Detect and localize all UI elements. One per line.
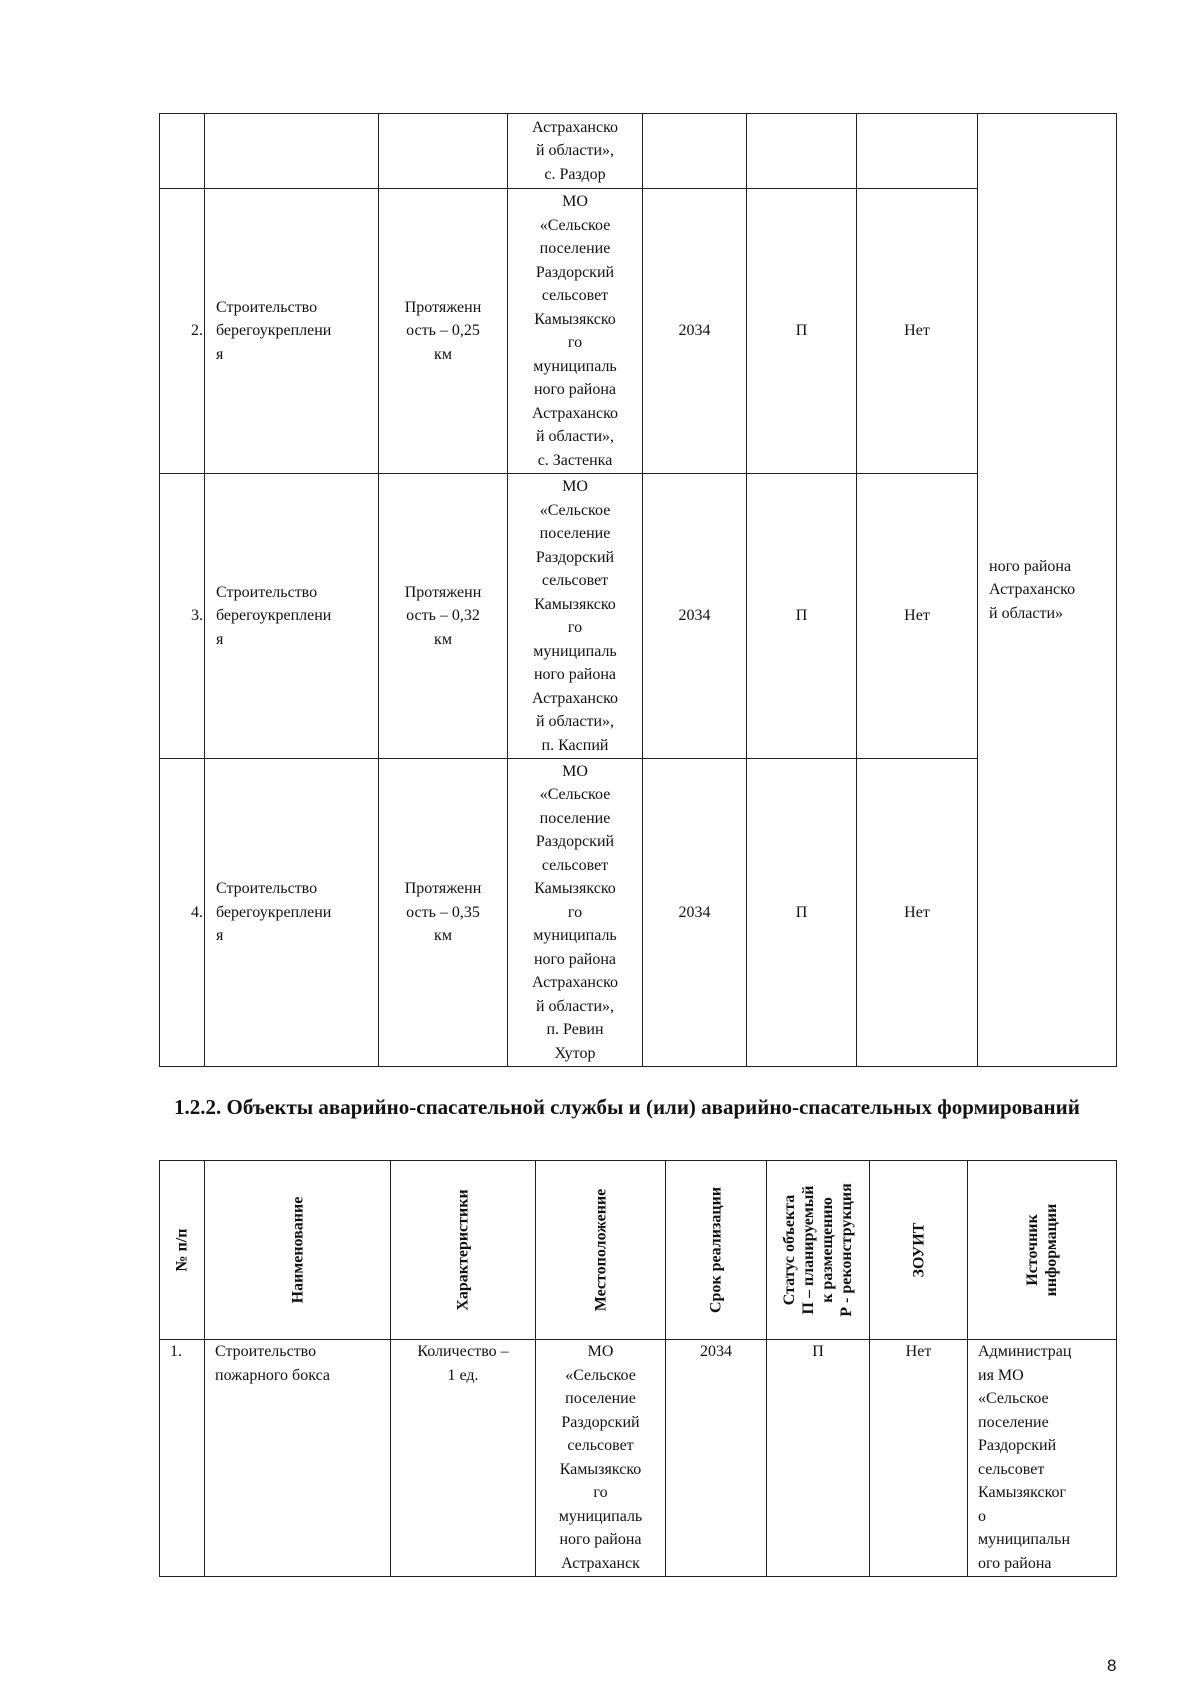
status-cell: П bbox=[747, 189, 857, 474]
status-cell: П bbox=[747, 474, 857, 759]
infrastructure-table-continued bbox=[159, 113, 1117, 1067]
header-status: Статус объекта П – планируемый к размещению Р - реконструкция bbox=[767, 1161, 870, 1340]
row-number: 1. bbox=[160, 1340, 205, 1577]
name-cell: Строительство берегоукреплени я bbox=[205, 759, 379, 1067]
status-cell: П bbox=[767, 1340, 870, 1577]
table-row bbox=[160, 114, 1117, 189]
zouit-cell: Нет bbox=[870, 1340, 968, 1577]
rescue-objects-table bbox=[159, 1160, 1117, 1577]
source-cell-merged: ного района Астраханско й области» bbox=[978, 114, 1117, 1067]
name-cell: Строительство берегоукреплени я bbox=[205, 474, 379, 759]
location-cell: МО «Сельское поселение Раздорский сельсовет Камызякско го муниципаль ного района Астраханск bbox=[536, 1340, 666, 1577]
header-name: Наименование bbox=[205, 1161, 391, 1340]
header-num: № п/п bbox=[160, 1161, 205, 1340]
term-cell: 2034 bbox=[643, 189, 747, 474]
header-source: Источник информации bbox=[968, 1161, 1117, 1340]
header-zouit: ЗОУИТ bbox=[870, 1161, 968, 1340]
source-cell: Администрац ия МО «Сельское поселение Раздорский сельсовет Камызякског о муниципальн ого района bbox=[968, 1340, 1117, 1577]
term-cell: 2034 bbox=[666, 1340, 767, 1577]
row-number: 2. bbox=[160, 189, 205, 474]
table-row bbox=[160, 1340, 1117, 1577]
characteristics-cell: Протяженн ость – 0,25 км bbox=[379, 189, 508, 474]
location-cell: МО «Сельское поселение Раздорский сельсовет Камызякско го муниципаль ного района Астраханско й области», п. Каспий bbox=[508, 474, 643, 759]
characteristics-cell: Протяженн ость – 0,35 км bbox=[379, 759, 508, 1067]
location-cell: МО «Сельское поселение Раздорский сельсовет Камызякско го муниципаль ного района Астраханско й области», п. Ревин Хутор bbox=[508, 759, 643, 1067]
header-location: Местоположение bbox=[536, 1161, 666, 1340]
row-number: 3. bbox=[160, 474, 205, 759]
name-cell: Строительство пожарного бокса bbox=[205, 1340, 391, 1577]
table-row bbox=[160, 474, 1117, 759]
table-header-row bbox=[160, 1161, 1117, 1340]
page-number: 8 bbox=[1107, 1656, 1117, 1675]
zouit-cell: Нет bbox=[857, 189, 978, 474]
table-row bbox=[160, 189, 1117, 474]
characteristics-cell: Количество – 1 ед. bbox=[391, 1340, 536, 1577]
status-cell: П bbox=[747, 759, 857, 1067]
term-cell: 2034 bbox=[643, 474, 747, 759]
header-characteristics: Характеристики bbox=[391, 1161, 536, 1340]
name-cell: Строительство берегоукреплени я bbox=[205, 189, 379, 474]
table-row bbox=[160, 759, 1117, 1067]
location-cell: МО «Сельское поселение Раздорский сельсовет Камызякско го муниципаль ного района Астраханско й области», с. Застенка bbox=[508, 189, 643, 474]
zouit-cell: Нет bbox=[857, 759, 978, 1067]
term-cell: 2034 bbox=[643, 759, 747, 1067]
header-term: Срок реализации bbox=[666, 1161, 767, 1340]
zouit-cell: Нет bbox=[857, 474, 978, 759]
location-cell: Астраханско й области», с. Раздор bbox=[508, 114, 643, 189]
characteristics-cell: Протяженн ость – 0,32 км bbox=[379, 474, 508, 759]
row-number: 4. bbox=[160, 759, 205, 1067]
section-heading: 1.2.2. Объекты аварийно-спасательной службы и (или) аварийно-спасательных формирований bbox=[174, 1095, 1080, 1119]
